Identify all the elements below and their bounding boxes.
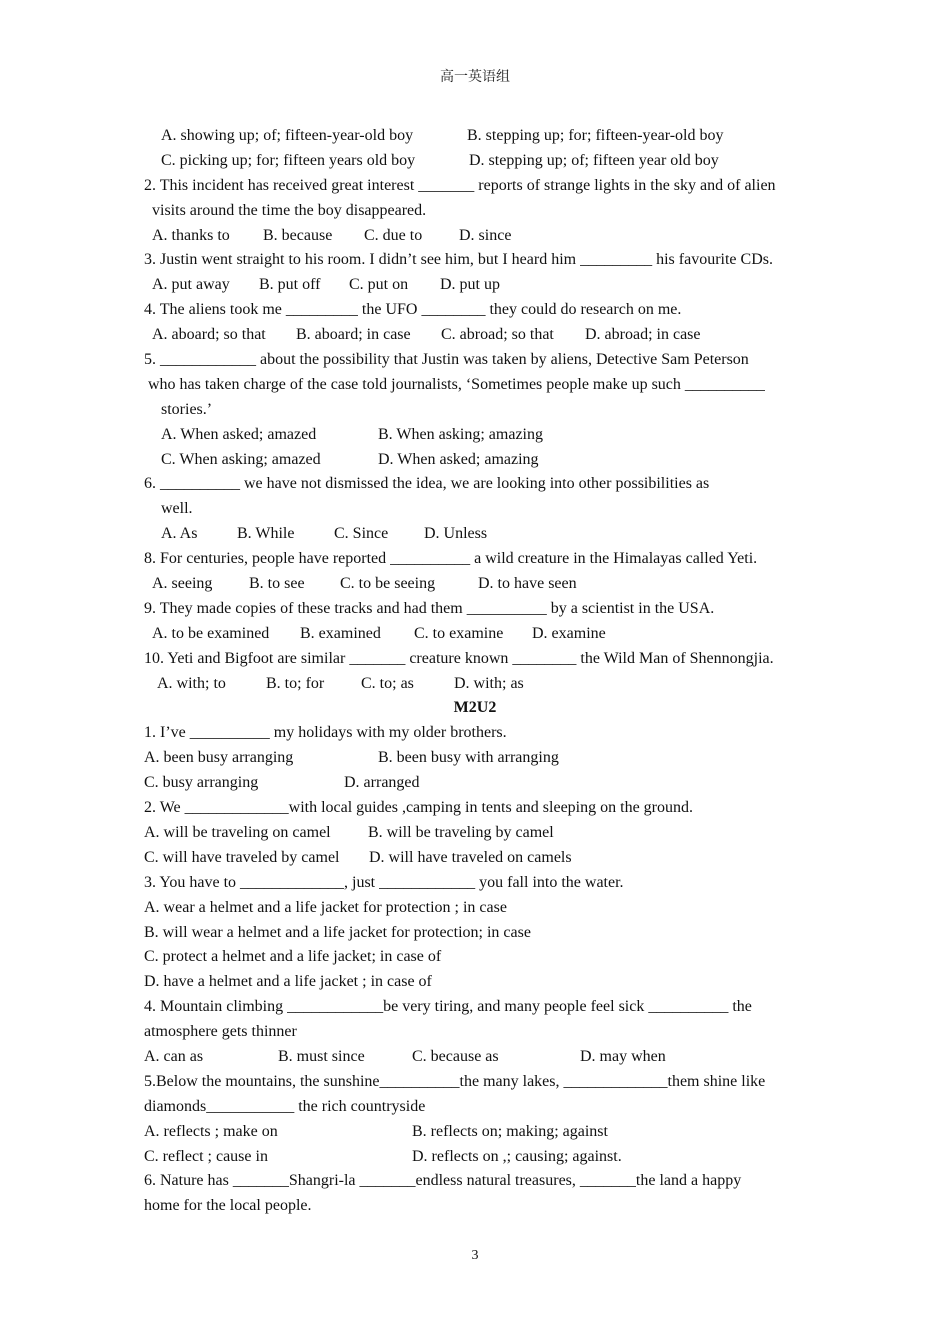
answer-option: D. examine xyxy=(532,624,606,642)
answer-option: D. will have traveled on camels xyxy=(369,848,572,866)
text-line xyxy=(0,995,950,1020)
answer-option: D. may when xyxy=(580,1047,666,1065)
text-line xyxy=(0,696,950,721)
text-line xyxy=(0,149,950,174)
answer-option: C. to be seeing xyxy=(340,575,436,593)
text-line xyxy=(0,622,950,647)
answer-option: D. stepping up; of; fifteen year old boy xyxy=(469,151,719,169)
answer-option: B. to see xyxy=(249,575,305,593)
question-text: 9. They made copies of these tracks and had them __________ by a scientist in the USA. xyxy=(144,599,715,617)
answer-option: B. put off xyxy=(259,276,321,294)
question-text: 1. I’ve __________ my holidays with my older brothers. xyxy=(144,724,507,742)
answer-option: C. Since xyxy=(334,525,389,543)
text-line xyxy=(0,323,950,348)
question-text: diamonds___________ the rich countryside xyxy=(144,1097,426,1115)
answer-option: A. been busy arranging xyxy=(144,749,294,767)
text-line xyxy=(0,224,950,249)
answer-option: C. to examine xyxy=(414,624,504,642)
page-header: 高一英语组 xyxy=(440,69,510,85)
text-line xyxy=(0,945,950,970)
answer-option: D. put up xyxy=(440,276,500,294)
answer-option: A. reflects ; make on xyxy=(144,1122,278,1140)
answer-option: D. to have seen xyxy=(478,575,577,593)
text-line xyxy=(0,1020,950,1045)
question-text: 5. ____________ about the possibility that Justin was taken by aliens, Detective Sam Peterson xyxy=(144,351,749,369)
answer-option: C. due to xyxy=(364,226,423,244)
text-line xyxy=(0,1169,950,1194)
text-line xyxy=(0,373,950,398)
text-line xyxy=(0,672,950,697)
text-line xyxy=(0,348,950,373)
answer-option: C. busy arranging xyxy=(144,774,259,792)
question-text: 8. For centuries, people have reported __________ a wild creature in the Himalayas called Yeti. xyxy=(144,550,758,568)
answer-option: D. reflects on ,; causing; against. xyxy=(412,1147,622,1165)
question-text: C. protect a helmet and a life jacket; in case of xyxy=(144,948,442,966)
text-line xyxy=(0,970,950,995)
answer-option: B. been busy with arranging xyxy=(378,749,559,767)
text-line xyxy=(0,1045,950,1070)
answer-option: C. put on xyxy=(349,276,409,294)
question-text: well. xyxy=(161,500,193,518)
text-line xyxy=(0,921,950,946)
answer-option: B. to; for xyxy=(266,674,325,692)
question-text: 5.Below the mountains, the sunshine__________the many lakes, _____________them shine like xyxy=(144,1072,766,1090)
text-line xyxy=(0,547,950,572)
text-line xyxy=(0,497,950,522)
text-line xyxy=(0,1120,950,1145)
answer-option: C. abroad; so that xyxy=(441,326,554,344)
text-line xyxy=(0,721,950,746)
answer-option: A. When asked; amazed xyxy=(161,425,317,443)
answer-option: B. reflects on; making; against xyxy=(412,1122,608,1140)
text-line xyxy=(0,472,950,497)
answer-option: B. aboard; in case xyxy=(296,326,411,344)
question-text: 6. __________ we have not dismissed the idea, we are looking into other possibilities as xyxy=(144,475,710,493)
text-line xyxy=(0,647,950,672)
text-line xyxy=(0,1070,950,1095)
answer-option: A. put away xyxy=(152,276,230,294)
answer-option: D. arranged xyxy=(344,774,420,792)
text-line xyxy=(0,1194,950,1219)
answer-option: B. When asking; amazing xyxy=(378,425,543,443)
text-line xyxy=(0,423,950,448)
question-text: visits around the time the boy disappeared. xyxy=(152,201,427,219)
document-body xyxy=(0,124,950,1219)
question-text: 6. Nature has _______Shangri-la _______endless natural treasures, _______the land a happy xyxy=(144,1172,742,1190)
answer-option: C. When asking; amazed xyxy=(161,450,321,468)
answer-option: C. because as xyxy=(412,1047,499,1065)
question-text: B. will wear a helmet and a life jacket for protection; in case xyxy=(144,923,531,941)
text-line xyxy=(0,273,950,298)
text-line xyxy=(0,796,950,821)
question-text: stories.’ xyxy=(161,400,213,418)
text-line xyxy=(0,298,950,323)
text-line xyxy=(0,522,950,547)
text-line xyxy=(0,746,950,771)
answer-option: D. When asked; amazing xyxy=(378,450,539,468)
answer-option: C. picking up; for; fifteen years old boy xyxy=(161,151,416,169)
question-text: atmosphere gets thinner xyxy=(144,1023,297,1041)
question-text: 4. Mountain climbing ____________be very tiring, and many people feel sick __________ the xyxy=(144,998,752,1016)
answer-option: B. must since xyxy=(278,1047,365,1065)
text-line xyxy=(0,846,950,871)
page-number: 3 xyxy=(471,1248,479,1263)
question-text: 4. The aliens took me _________ the UFO ________ they could do research on me. xyxy=(144,301,682,319)
answer-option: A. can as xyxy=(144,1047,204,1065)
text-line xyxy=(0,896,950,921)
answer-option: B. because xyxy=(263,226,333,244)
text-line xyxy=(0,398,950,423)
answer-option: A. thanks to xyxy=(152,226,230,244)
answer-option: C. will have traveled by camel xyxy=(144,848,340,866)
text-line xyxy=(0,1145,950,1170)
answer-option: A. seeing xyxy=(152,575,213,593)
question-text: 10. Yeti and Bigfoot are similar _______ creature known ________ the Wild Man of Shennongjia. xyxy=(144,649,774,667)
answer-option: D. abroad; in case xyxy=(585,326,701,344)
question-text: home for the local people. xyxy=(144,1197,312,1215)
text-line xyxy=(0,572,950,597)
answer-option: C. reflect ; cause in xyxy=(144,1147,268,1165)
answer-option: B. stepping up; for; fifteen-year-old boy xyxy=(467,127,724,144)
answer-option: A. As xyxy=(161,525,198,543)
text-line xyxy=(0,771,950,796)
answer-option: D. with; as xyxy=(454,674,524,692)
answer-option: A. will be traveling on camel xyxy=(144,823,331,841)
answer-option: B. While xyxy=(237,525,295,543)
answer-option: D. since xyxy=(459,226,512,244)
question-text: 3. You have to _____________, just ____________ you fall into the water. xyxy=(144,873,624,891)
answer-option: B. will be traveling by camel xyxy=(368,823,554,841)
answer-option: B. examined xyxy=(300,624,381,642)
answer-option: A. showing up; of; fifteen-year-old boy xyxy=(161,127,414,144)
section-title: M2U2 xyxy=(453,699,497,717)
text-line xyxy=(0,871,950,896)
question-text: 2. We _____________with local guides ,camping in tents and sleeping on the ground. xyxy=(144,799,693,817)
question-text: D. have a helmet and a life jacket ; in case of xyxy=(144,973,432,991)
answer-option: A. with; to xyxy=(157,674,226,692)
question-text: who has taken charge of the case told journalists, ‘Sometimes people make up such __________ xyxy=(148,375,765,393)
question-text: 2. This incident has received great interest _______ reports of strange lights in the sky and of alien xyxy=(144,176,776,194)
answer-option: A. to be examined xyxy=(152,624,270,642)
question-text: 3. Justin went straight to his room. I didn’t see him, but I heard him _________ his favourite CDs. xyxy=(144,251,773,269)
text-line xyxy=(0,248,950,273)
text-line xyxy=(0,124,950,149)
text-line xyxy=(0,174,950,199)
text-line xyxy=(0,597,950,622)
answer-option: D. Unless xyxy=(424,525,488,543)
text-line xyxy=(0,821,950,846)
question-text: A. wear a helmet and a life jacket for protection ; in case xyxy=(144,898,507,916)
text-line xyxy=(0,1095,950,1120)
answer-option: A. aboard; so that xyxy=(152,326,266,344)
answer-option: C. to; as xyxy=(361,674,414,692)
text-line xyxy=(0,199,950,224)
text-line xyxy=(0,448,950,473)
